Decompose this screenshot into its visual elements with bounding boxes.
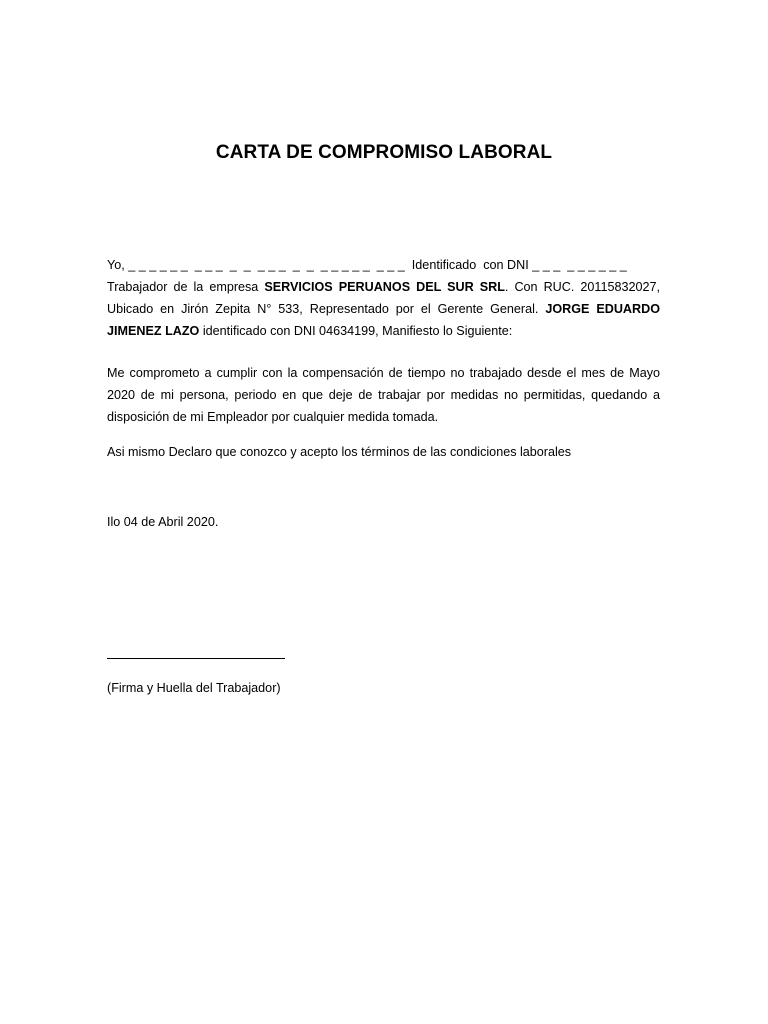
address-line: [107, 298, 660, 320]
declaration-paragraph: Asi mismo Declaro que conozco y acepto los términos de las condiciones laborales: [107, 445, 572, 459]
signature-line: [107, 648, 660, 659]
worker-name-line: Yo, _ _ _ _ _ _ _ _ _ _ _ _ _ _ _ _ _ _ _ _ _ _ _ _ Identificado con DNI _ _ _ _ _ _ _ _ _: [107, 258, 627, 272]
identification-paragraph: [107, 254, 660, 342]
signature-rule: [107, 658, 285, 659]
company-line: [107, 276, 660, 298]
company-line-start: Trabajador de la empresa: [107, 280, 265, 294]
document-title: CARTA DE COMPROMISO LABORAL: [215, 142, 553, 163]
manager-dni: identificado con DNI 04634199, Manifiesto lo Siguiente:: [199, 324, 513, 338]
commitment-paragraph: Me comprometo a cumplir con la compensación de tiempo no trabajado desde el mes de Mayo 2020 de mi persona, periodo en que deje de trabajar por medidas no permitidas, quedando a disposición de mi Empleador por cualquier medida tomada.: [107, 366, 660, 424]
manager-name-last: JIMENEZ LAZO: [107, 324, 200, 338]
manager-name-first: JORGE EDUARDO: [545, 302, 661, 316]
company-name: SERVICIOS PERUANOS DEL SUR SRL: [264, 280, 505, 294]
address-text: Ubicado en Jirón Zepita N° 533, Representado por el Gerente General.: [107, 302, 546, 316]
signature-caption: (Firma y Huella del Trabajador): [107, 681, 281, 695]
manager-line: [107, 320, 660, 342]
company-ruc: . Con RUC. 20115832027,: [504, 280, 660, 294]
date-line: Ilo 04 de Abril 2020.: [107, 515, 219, 529]
